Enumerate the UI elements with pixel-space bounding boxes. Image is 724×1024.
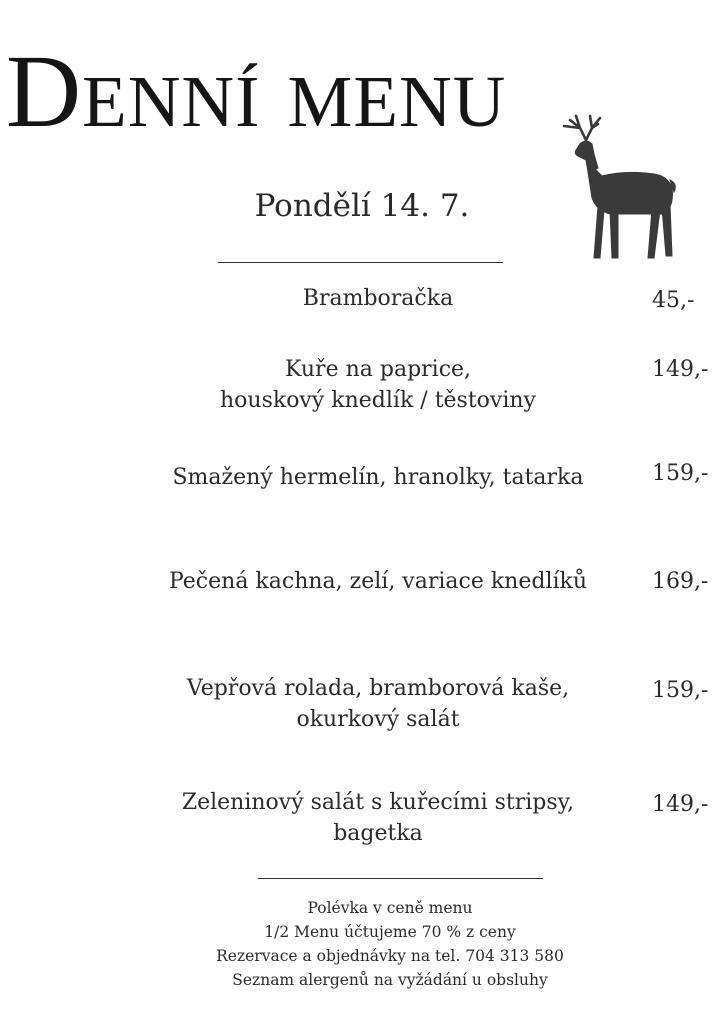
dish-price: 159,- <box>652 461 709 486</box>
note-soup: Polévka v ceně menu <box>307 899 473 917</box>
dish-name-line: Kuře na paprice, <box>284 357 472 382</box>
dish-name <box>150 787 606 849</box>
dish-price: 149,- <box>652 792 709 817</box>
note-half-menu: 1/2 Menu účtujeme 70 % z ceny <box>264 923 516 941</box>
menu-notes <box>190 896 590 992</box>
note-reservation: Rezervace a objednávky na tel. 704 313 580 <box>216 947 564 965</box>
dish-name <box>150 673 606 735</box>
dish-name-line: houskový knedlík / těstoviny <box>219 388 536 413</box>
dish-name <box>150 283 606 314</box>
dish-name-line: Pečená kachna, zelí, variace knedlíků <box>168 569 588 594</box>
dish-name-line: Smažený hermelín, hranolky, tatarka <box>172 465 584 490</box>
dish-name-line: okurkový salát <box>296 707 460 732</box>
dish-name <box>150 354 606 416</box>
dish-price: 159,- <box>652 678 709 703</box>
dish-name-line: Vepřová rolada, bramborová kaše, <box>186 676 570 701</box>
menu-date: Pondělí 14. 7. <box>254 188 470 224</box>
deer-icon <box>556 110 680 260</box>
dish-name-line: Bramboračka <box>302 286 454 311</box>
dish-name-line: bagetka <box>333 821 423 846</box>
dish-name <box>150 462 606 493</box>
dish-name <box>150 566 606 597</box>
dish-price: 169,- <box>652 569 709 594</box>
note-allergens: Seznam alergenů na vyžádání u obsluhy <box>232 971 548 989</box>
dish-price: 45,- <box>652 288 695 313</box>
dish-name-line: Zeleninový salát s kuřecími stripsy, <box>181 790 575 815</box>
page-title: Denní menu <box>6 34 507 149</box>
divider-top <box>218 262 503 263</box>
dish-price: 149,- <box>652 357 709 382</box>
divider-bottom <box>258 878 543 879</box>
